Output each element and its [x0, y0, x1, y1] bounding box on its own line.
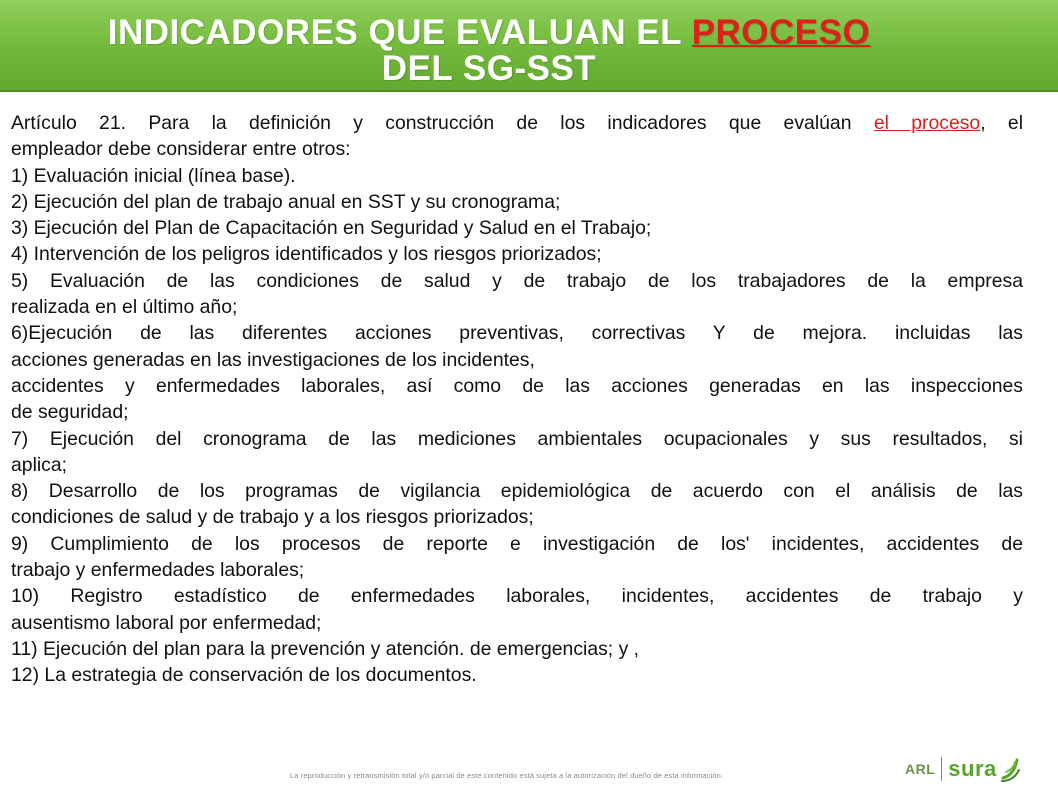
list-line: 10) Registro estadístico de enfermedades laborales, incidentes, accidentes de trabajo y — [11, 585, 1023, 608]
list-line: 3) Ejecución del Plan de Capacitación en Seguridad y Salud en el Trabajo; — [11, 217, 652, 240]
sura-swoosh-icon — [1000, 756, 1020, 782]
page-title-line1 — [0, 14, 1058, 52]
page-title-line2 — [0, 50, 1058, 88]
indicator-list — [11, 163, 1023, 689]
list-line: ausentismo laboral por enfermedad; — [11, 611, 322, 634]
title-line2-text: DEL SG-SST — [381, 49, 597, 88]
list-line: 8) Desarrollo de los programas de vigilancia epidemiológica de acuerdo con el análisis de las — [11, 480, 1023, 503]
list-line: 5) Evaluación de las condiciones de salud y de trabajo de los trabajadores de la empresa — [11, 269, 1023, 292]
list-line: 12) La estrategia de conservación de los documentos. — [11, 664, 477, 687]
arl-sura-logo — [905, 752, 1035, 786]
list-line: realizada en el último año; — [11, 296, 238, 319]
intro-text: Artículo 21. Para la definición y construcción de los indicadores que evalúan — [11, 112, 874, 134]
intro-line-2: empleador debe considerar entre otros: — [11, 138, 351, 161]
intro-highlight: el proceso — [873, 112, 981, 134]
title-text: INDICADORES QUE EVALUAN EL — [107, 13, 682, 52]
list-line: de seguridad; — [11, 401, 129, 424]
title-highlight-proceso: PROCESO — [691, 13, 871, 52]
copyright-disclaimer: La reproducción y retransmisión total y/o parcial de este contenido está sujeta a la autorización del dueño de esta información. — [290, 771, 724, 780]
list-line: 4) Intervención de los peligros identificados y los riesgos priorizados; — [11, 243, 602, 266]
list-line: trabajo y enfermedades laborales; — [11, 559, 305, 582]
intro-line — [11, 110, 1023, 136]
title-banner — [0, 0, 1058, 92]
logo-sura-text: sura — [948, 756, 997, 781]
intro-after: , el — [980, 112, 1024, 134]
article-body — [11, 110, 1023, 689]
list-line: acciones generadas en las investigaciones de los incidentes, — [11, 348, 535, 371]
list-line: 7) Ejecución del cronograma de las mediciones ambientales ocupacionales y sus resultados, si — [11, 427, 1023, 450]
list-line: 9) Cumplimiento de los procesos de reporte e investigación de los' incidentes, accidentes de — [11, 532, 1023, 555]
list-line: 11) Ejecución del plan para la prevención y atención. de emergencias; y , — [11, 637, 640, 660]
list-line: 6)Ejecución de las diferentes acciones preventivas, correctivas Y de mejora. incluidas las — [11, 322, 1023, 345]
logo-divider — [941, 757, 942, 781]
list-line: accidentes y enfermedades laborales, así como de las acciones generadas en las inspecciones — [11, 374, 1023, 397]
logo-arl-text: ARL — [905, 761, 936, 777]
list-line: condiciones de salud y de trabajo y a los riesgos priorizados; — [11, 506, 534, 529]
list-line: 1) Evaluación inicial (línea base). — [11, 164, 296, 187]
list-line: 2) Ejecución del plan de trabajo anual en SST y su cronograma; — [11, 190, 561, 213]
list-line: aplica; — [11, 453, 68, 476]
